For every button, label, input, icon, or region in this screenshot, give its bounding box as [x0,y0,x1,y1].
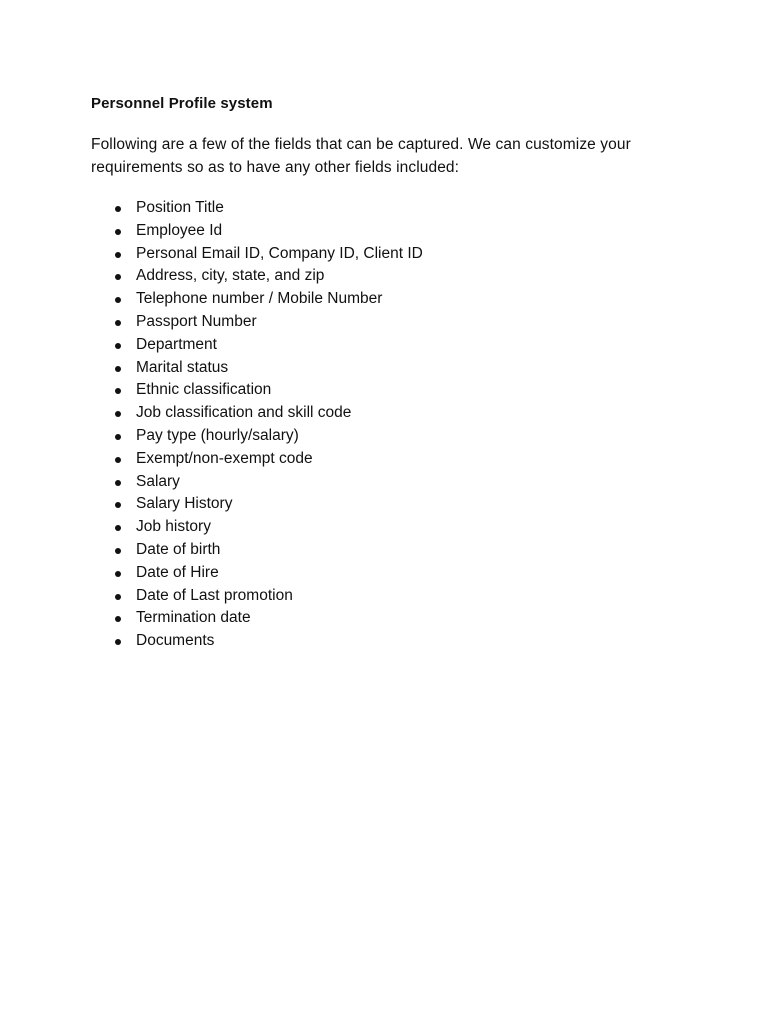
document-title: Personnel Profile system [91,95,273,112]
bullet-icon [115,502,121,508]
list-item-label: Date of Hire [136,563,219,581]
bullet-icon [115,343,121,349]
bullet-icon [115,594,121,600]
list-item-label: Position Title [136,199,224,216]
bullet-icon [115,525,121,531]
list-item [91,562,691,585]
list-item [91,425,691,448]
bullet-icon [115,457,121,463]
bullet-icon [115,366,121,372]
bullet-icon [115,297,121,303]
list-item-label: Salary History [136,495,233,513]
list-item-label: Ethnic classification [136,381,272,399]
list-item [91,334,691,357]
list-item-label: Address, city, state, and zip [136,267,325,285]
bullet-icon [115,320,121,326]
list-item [91,265,691,288]
list-item-label: Date of birth [136,540,221,558]
list-item-label: Exempt/non-exempt code [136,449,313,467]
list-item-label: Telephone number / Mobile Number [136,290,383,308]
list-item [91,402,691,425]
intro-paragraph: Following are a few of the fields that can be captured. We can customize your requirements so as to have any other fields included: [91,136,631,176]
list-item [91,539,691,562]
document-body [91,94,691,653]
bullet-icon [115,639,121,645]
bullet-icon [115,548,121,554]
list-item-label: Passport Number [136,312,257,330]
list-item [91,311,691,334]
bullet-icon [115,388,121,394]
list-item-label: Employee Id [136,221,223,239]
bullet-icon [115,252,121,258]
list-item [91,197,691,220]
list-item [91,357,691,380]
list-item-label: Marital status [136,358,229,376]
bullet-icon [115,480,121,486]
bullet-icon [115,571,121,577]
list-item [91,243,691,266]
list-item-label: Termination date [136,609,251,627]
bullet-icon [115,274,121,280]
list-item [91,607,691,630]
bullet-icon [115,206,121,212]
list-item [91,493,691,516]
bullet-icon [115,434,121,440]
field-list [91,197,691,653]
list-item [91,379,691,402]
list-item-label: Salary [136,472,180,490]
bullet-icon [115,616,121,622]
list-item-label: Date of Last promotion [136,586,293,604]
list-item [91,220,691,243]
list-item-label: Job classification and skill code [136,404,352,422]
list-item-label: Documents [136,632,215,650]
list-item [91,471,691,494]
list-item-label: Pay type (hourly/salary) [136,426,299,444]
list-item-label: Job history [136,518,211,536]
list-item-label: Department [136,335,217,353]
list-item [91,288,691,311]
list-item-label: Personal Email ID, Company ID, Client ID [136,244,423,262]
list-item [91,630,691,653]
list-item [91,448,691,471]
bullet-icon [115,229,121,235]
list-item [91,516,691,539]
bullet-icon [115,411,121,417]
list-item [91,585,691,608]
